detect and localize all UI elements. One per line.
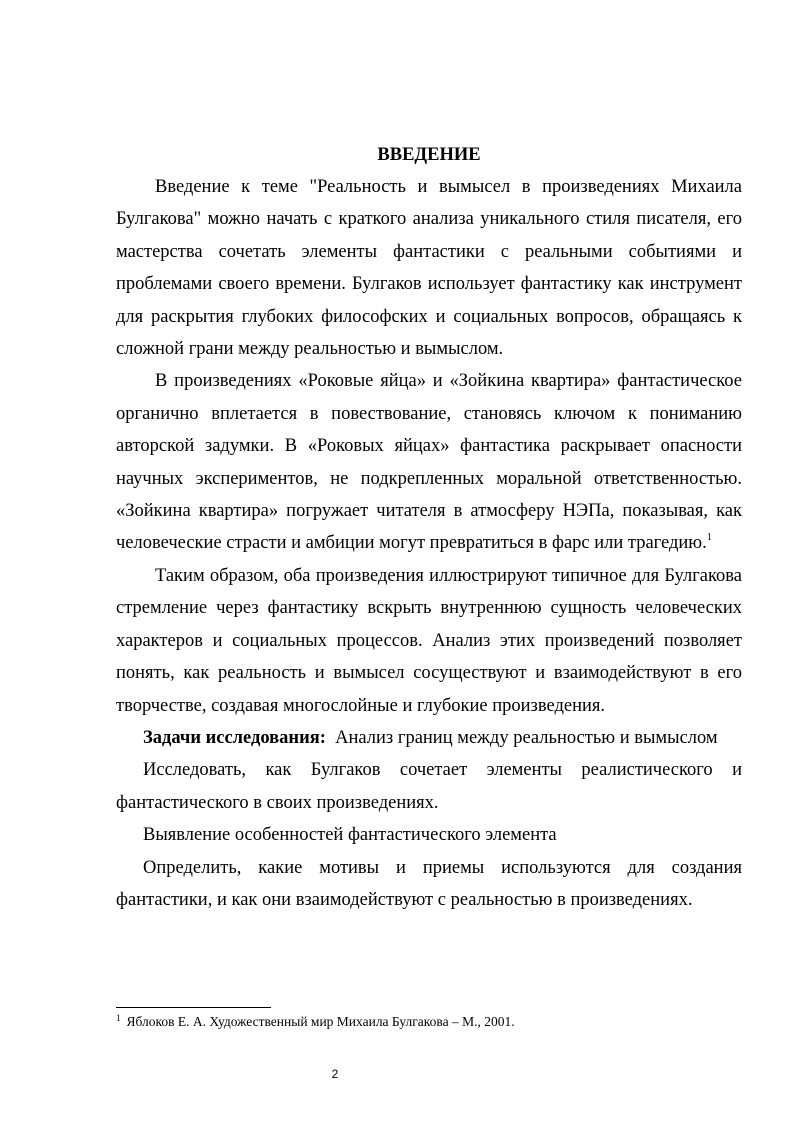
task-first-detail: Исследовать, как Булгаков сочетает элементы реалистического и фантастического в своих произведениях. xyxy=(116,760,742,813)
footnote-reference[interactable]: 1 xyxy=(706,532,712,544)
task-second-title: Выявление особенностей фантастического элемента xyxy=(143,825,557,846)
footnote-mark: 1 xyxy=(116,1013,121,1023)
task-second-detail: Определить, какие мотивы и приемы используются для создания фантастики, и как они взаимодействуют с реальностью в произведениях. xyxy=(116,857,742,910)
paragraph-works-text: В произведениях «Роковые яйца» и «Зойкина квартира» фантастическое органично вплетается в повествование, становясь ключом к пониманию авторской задумки. В «Роковых яйцах» фантастика раскрывает опасности научных экспериментов, не подкрепленных моральной ответственностью. «Зойкина квартира» погружает читателя в атмосферу НЭПа, показывая, как человеческие страсти и амбиции могут превратиться в фарс или трагедию. xyxy=(116,371,742,554)
page-number: 2 xyxy=(331,1067,339,1081)
tasks-label: Задачи исследования: xyxy=(143,727,326,748)
task-first-title: Анализ границ между реальностью и вымыслом xyxy=(335,727,718,748)
footnote-text: Яблоков Е. А. Художественный мир Михаила Булгакова – М., 2001. xyxy=(126,1014,515,1029)
paragraph-conclusion: Таким образом, оба произведения иллюстрируют типичное для Булгакова стремление через фантастику вскрыть внутреннюю сущность человеческих характеров и социальных процессов. Анализ этих произведений позволяет понять, как реальность и вымысел сосуществуют и взаимодействуют в его творчестве, создавая многослойные и глубокие произведения. xyxy=(116,565,742,716)
section-heading: ВВЕДЕНИЕ xyxy=(377,145,481,165)
document-body xyxy=(116,171,742,916)
paragraph-works xyxy=(116,365,742,559)
footnote xyxy=(116,1012,742,1032)
tasks-heading-line xyxy=(116,722,742,754)
paragraph-intro: Введение к теме "Реальность и вымысел в произведениях Михаила Булгакова" можно начать с краткого анализа уникального стиля писателя, его мастерства сочетать элементы фантастики с реальными событиями и проблемами своего времени. Булгаков использует фантастику как инструмент для раскрытия глубоких философских и социальных вопросов, обращаясь к сложной грани между реальностью и вымыслом. xyxy=(116,177,742,360)
footnote-separator xyxy=(116,1007,271,1008)
